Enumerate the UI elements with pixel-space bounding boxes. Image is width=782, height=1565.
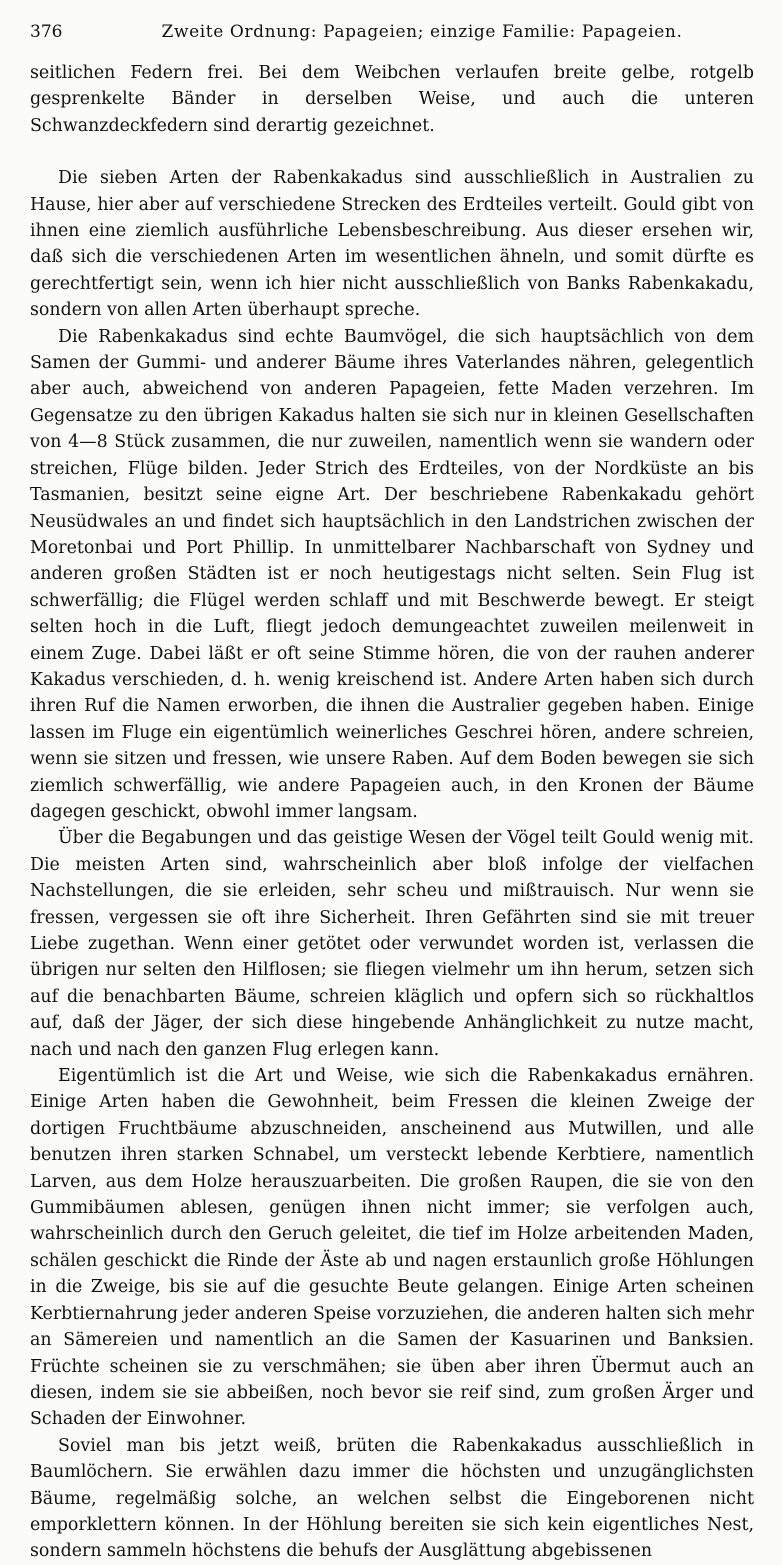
paragraph-species-overview: Die sieben Arten der Rabenkakadus sind ausschließlich in Australien zu Hause, hier aber auf verschiedene Strecken des Erdteiles verteilt. Gould gibt von ihnen eine ziemlich ausführliche Lebensbeschreibung. Aus dieser ersehen wir, daß sich die verschiedenen Arten im wesentlichen ähneln, und somit dürfte es gerechtfertigt sein, wenn ich hier nicht ausschließlich von Banks Rabenkakadu, sondern von allen Arten überhaupt spreche. [30,168,754,321]
paragraph-feeding: Eigentümlich ist die Art und Weise, wie sich die Rabenkakadus ernähren. Einige Arten haben die Gewohnheit, beim Fressen die kleinen Zweige der dortigen Fruchtbäume abzuschneiden, anscheinend aus Mutwillen, und alle benutzen ihren starken Schnabel, um versteckt lebende Kerbtiere, namentlich Larven, aus dem Holze herauszuarbeiten. Die großen Raupen, die sie von den Gummibäumen ablesen, genügen ihnen nicht immer; sie verfolgen auch, wahrscheinlich durch den Geruch geleitet, die tief im Holze arbeitenden Maden, schälen geschickt die Rinde der Äste ab und nagen erstaunlich große Höhlungen in die Zweige, bis sie auf die gesuchte Beute gelangen. Einige Arten scheinen Kerbtiernahrung jeder anderen Speise vorzuziehen, die anderen halten sich mehr an Sämereien und namentlich an die Samen der Kasuarinen und Banksien. Früchte scheinen sie zu verschmähen; sie üben aber ihren Übermut auch an diesen, indem sie sie abbeißen, noch bevor sie reif sind, zum großen Ärger und Schaden der Einwohner. [30,1066,754,1430]
paragraph-continuation: seitlichen Federn frei. Bei dem Weibchen verlaufen breite gelbe, rotgelb gesprenkelte Bänder in derselben Weise, und auch die unteren Schwanzdeckfedern sind derartig gezeichnet. [30,63,754,136]
body-text [30,60,754,1565]
running-title: Zweite Ordnung: Papageien; einzige Familie: Papageien. [161,22,683,42]
page-number: 376 [30,22,63,42]
paragraph-behavior: Über die Begabungen und das geistige Wesen der Vögel teilt Gould wenig mit. Die meisten Arten sind, wahrscheinlich aber bloß infolge der vielfachen Nachstellungen, die sie erleiden, sehr scheu und mißtrauisch. Nur wenn sie fressen, vergessen sie oft ihre Sicherheit. Ihren Gefährten sind sie mit treuer Liebe zugethan. Wenn einer getötet oder verwundet worden ist, verlassen die übrigen nur selten den Hilflosen; sie fliegen vielmehr um ihn herum, setzen sich auf die benachbarten Bäume, schreien kläglich und opfern sich so rückhaltlos auf, daß der Jäger, der sich diese hingebende Anhänglichkeit zu nutze macht, nach und nach den ganzen Flug erlegen kann. [30,828,754,1060]
page-header [30,22,754,60]
paragraph-habits: Die Rabenkakadus sind echte Baumvögel, die sich hauptsächlich von dem Samen der Gummi- und anderer Bäume ihres Vaterlandes nähren, gelegentlich aber auch, abweichend von anderen Papageien, fette Maden verzehren. Im Gegensatze zu den übrigen Kakadus halten sie sich nur in kleinen Gesellschaften von 4—8 Stück zusammen, die nur zuweilen, namentlich wenn sie wandern oder streichen, Flüge bilden. Jeder Strich des Erdteiles, von der Nordküste an bis Tasmanien, besitzt seine eigne Art. Der beschriebene Rabenkakadu gehört Neusüdwales an und findet sich hauptsächlich in den Landstrichen zwischen der Moretonbai und Port Phillip. In unmittelbarer Nachbarschaft von Sydney und anderen großen Städten ist er noch heutigestags nicht selten. Sein Flug ist schwerfällig; die Flügel werden schlaff und mit Beschwerde bewegt. Er steigt selten hoch in die Luft, fliegt jedoch demungeachtet zuweilen meilenweit in einem Zuge. Dabei läßt er oft seine Stimme hören, die von der rauhen anderer Kakadus verschieden, d. h. wenig kreischend ist. Andere Arten haben sich durch ihren Ruf die Namen erworben, die ihnen die Australier gegeben haben. Einige lassen im Fluge ein eigentümlich weinerliches Geschrei hören, andere schreien, wenn sie sitzen und fressen, wie unsere Raben. Auf dem Boden bewegen sie sich ziemlich schwerfällig, wie andere Papageien auch, in den Kronen der Bäume dagegen geschickt, obwohl immer langsam. [30,326,754,822]
paragraph-breeding: Soviel man bis jetzt weiß, brüten die Rabenkakadus ausschließlich in Baumlöchern. Sie erwählen dazu immer die höchsten und unzugänglichsten Bäume, regelmäßig solche, an welchen selbst die Eingeborenen nicht emporklettern können. In der Höhlung bereiten sie sich kein eigentliches Nest, sondern sammeln höchstens die behufs der Ausglättung abgebissenen [30,1435,754,1562]
